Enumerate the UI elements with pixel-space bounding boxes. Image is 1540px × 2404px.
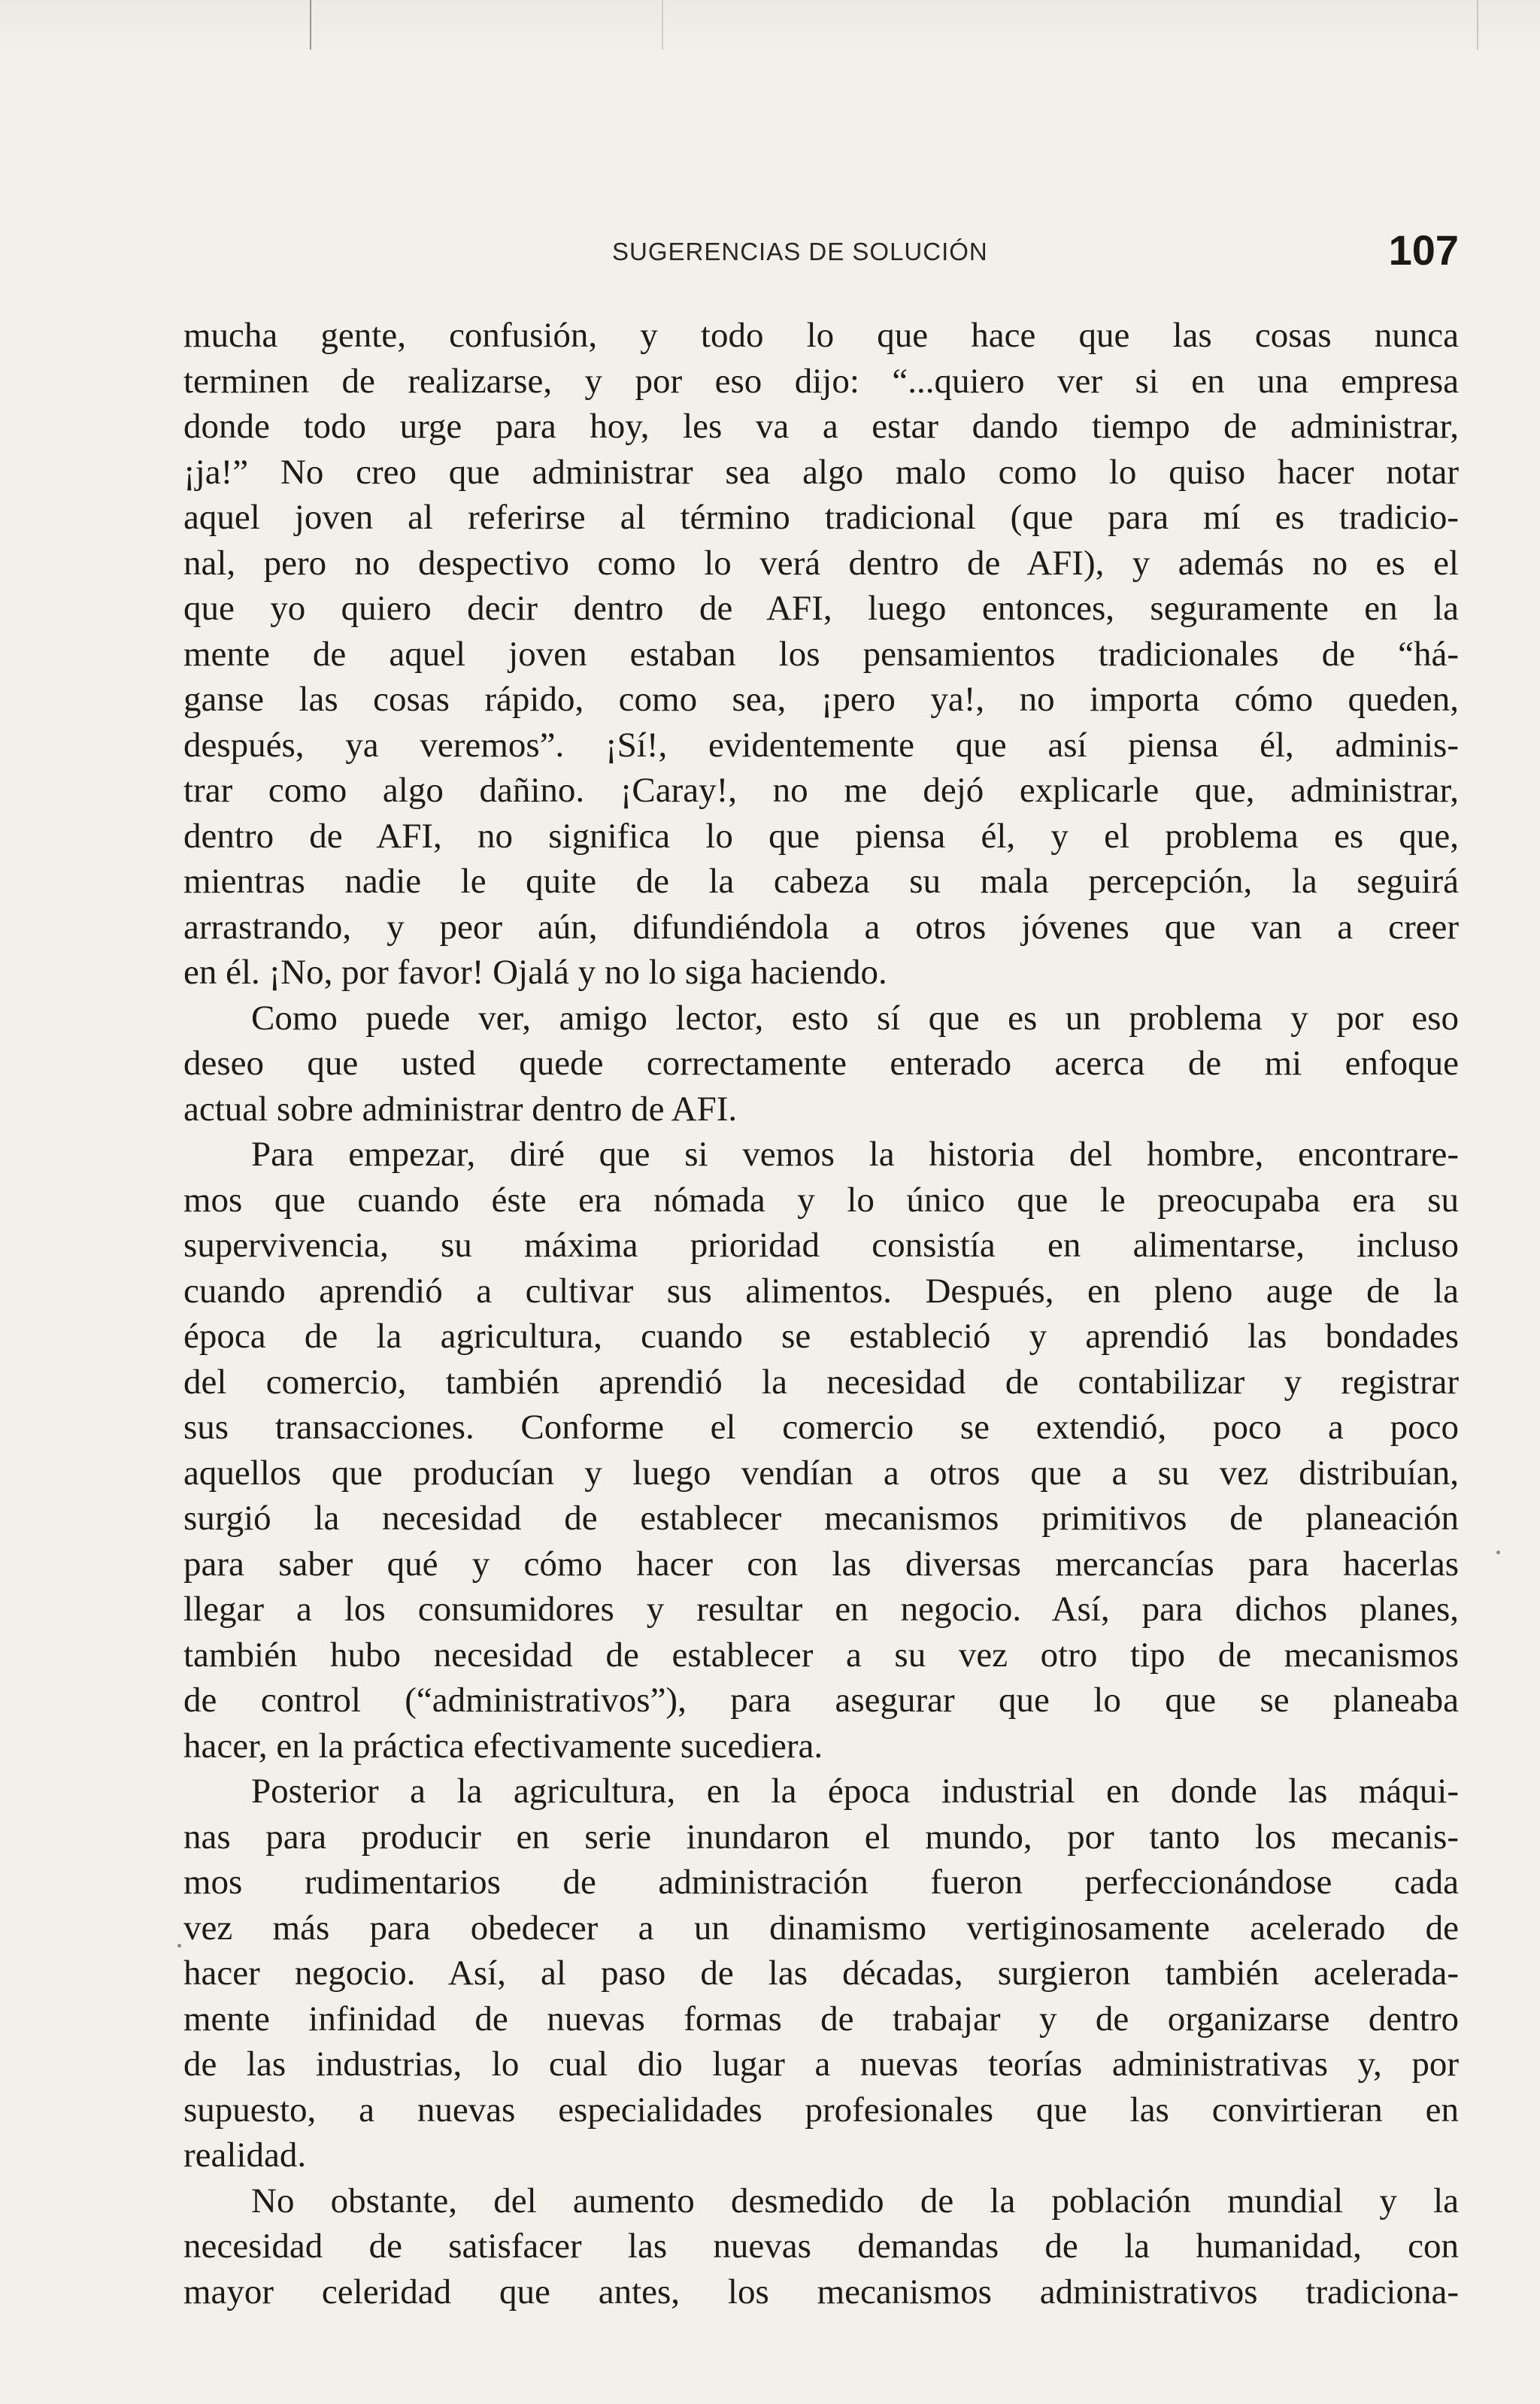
text-line: llegar a los consumidores y resultar en negocio. Así, para dichos planes, xyxy=(183,1590,1459,1629)
page-number: 107 xyxy=(1388,226,1459,274)
text-line: nas para producir en serie inundaron el mundo, por tanto los mecanis- xyxy=(183,1817,1459,1857)
text-line: actual sobre administrar dentro de AFI. xyxy=(183,1089,738,1129)
running-head: SUGERENCIAS DE SOLUCIÓN xyxy=(612,238,988,265)
text-line: que yo quiero decir dentro de AFI, luego entonces, seguramente en la xyxy=(183,589,1459,628)
text-line: Como puede ver, amigo lector, esto sí que es un problema y por eso xyxy=(251,998,1459,1038)
text-line: mayor celeridad que antes, los mecanismos administrativos tradiciona- xyxy=(183,2272,1459,2312)
text-line: también hubo necesidad de establecer a su vez otro tipo de mecanismos xyxy=(183,1635,1459,1675)
text-line: mos que cuando éste era nómada y lo único que le preocupaba era su xyxy=(183,1180,1459,1220)
text-line: para saber qué y cómo hacer con las diversas mercancías para hacerlas xyxy=(183,1544,1459,1584)
text-line: mos rudimentarios de administración fueron perfeccionándose cada xyxy=(183,1863,1459,1902)
text-line: mucha gente, confusión, y todo lo que hace que las cosas nunca xyxy=(183,316,1459,355)
scan-speck xyxy=(177,1944,181,1948)
text-line: No obstante, del aumento desmedido de la población mundial y la xyxy=(251,2181,1459,2221)
text-line: terminen de realizarse, y por eso dijo: “...quiero ver si en una empresa xyxy=(183,361,1459,401)
text-line: cuando aprendió a cultivar sus alimentos. Después, en pleno auge de la xyxy=(183,1271,1459,1311)
text-line: mente de aquel joven estaban los pensamientos tradicionales de “há- xyxy=(183,634,1459,674)
text-line: de control (“administrativos”), para asegurar que lo que se planeaba xyxy=(183,1681,1459,1720)
text-line: realidad. xyxy=(183,2136,307,2175)
text-line: sus transacciones. Conforme el comercio se extendió, poco a poco xyxy=(183,1408,1459,1447)
text-line: supuesto, a nuevas especialidades profesionales que las convirtieran en xyxy=(183,2090,1459,2130)
text-line: mientras nadie le quite de la cabeza su mala percepción, la seguirá xyxy=(183,862,1459,901)
text-line: Para empezar, diré que si vemos la historia del hombre, encontrare- xyxy=(251,1135,1459,1174)
page-header xyxy=(183,226,1459,278)
scan-speck xyxy=(1496,1551,1500,1554)
text-line: de las industrias, lo cual dio lugar a nuevas teorías administrativas y, por xyxy=(183,2045,1459,2084)
text-line: del comercio, también aprendió la necesidad de contabilizar y registrar xyxy=(183,1362,1459,1402)
text-line: necesidad de satisfacer las nuevas demandas de la humanidad, con xyxy=(183,2227,1459,2266)
text-line: después, ya veremos”. ¡Sí!, evidentemente que así piensa él, adminis- xyxy=(183,725,1459,765)
text-line: vez más para obedecer a un dinamismo vertiginosamente acelerado de xyxy=(183,1908,1459,1948)
text-line: surgió la necesidad de establecer mecanismos primitivos de planeación xyxy=(183,1499,1459,1538)
text-line: donde todo urge para hoy, les va a estar dando tiempo de administrar, xyxy=(183,407,1459,446)
text-line: mente infinidad de nuevas formas de trabajar y de organizarse dentro xyxy=(183,1999,1459,2039)
text-line: ganse las cosas rápido, como sea, ¡pero ya!, no importa cómo queden, xyxy=(183,680,1459,719)
text-line: Posterior a la agricultura, en la época industrial en donde las máqui- xyxy=(251,1772,1459,1811)
text-line: hacer, en la práctica efectivamente sucediera. xyxy=(183,1726,823,1766)
text-line: deseo que usted quede correctamente enterado acerca de mi enfoque xyxy=(183,1044,1459,1083)
text-line: nal, pero no despectivo como lo verá dentro de AFI), y además no es el xyxy=(183,543,1459,583)
text-line: supervivencia, su máxima prioridad consistía en alimentarse, incluso xyxy=(183,1226,1459,1265)
text-line: en él. ¡No, por favor! Ojalá y no lo siga haciendo. xyxy=(183,953,887,992)
scan-mark xyxy=(662,0,663,50)
scan-mark xyxy=(1477,0,1478,50)
text-line: dentro de AFI, no significa lo que piensa él, y el problema es que, xyxy=(183,816,1459,856)
text-line: época de la agricultura, cuando se estableció y aprendió las bondades xyxy=(183,1317,1459,1356)
text-line: aquellos que producían y luego vendían a otros que a su vez distribuían, xyxy=(183,1453,1459,1493)
text-line: hacer negocio. Así, al paso de las décadas, surgieron también acelerada- xyxy=(183,1954,1459,1993)
scan-top-edge xyxy=(0,0,1540,54)
text-line: trar como algo dañino. ¡Caray!, no me dejó explicarle que, administrar, xyxy=(183,771,1459,810)
text-body xyxy=(183,313,1459,2315)
text-line: arrastrando, y peor aún, difundiéndola a otros jóvenes que van a creer xyxy=(183,907,1459,947)
text-line: ¡ja!” No creo que administrar sea algo malo como lo quiso hacer notar xyxy=(183,452,1459,492)
scan-mark xyxy=(310,0,311,50)
text-line: aquel joven al referirse al término tradicional (que para mí es tradicio- xyxy=(183,498,1459,537)
